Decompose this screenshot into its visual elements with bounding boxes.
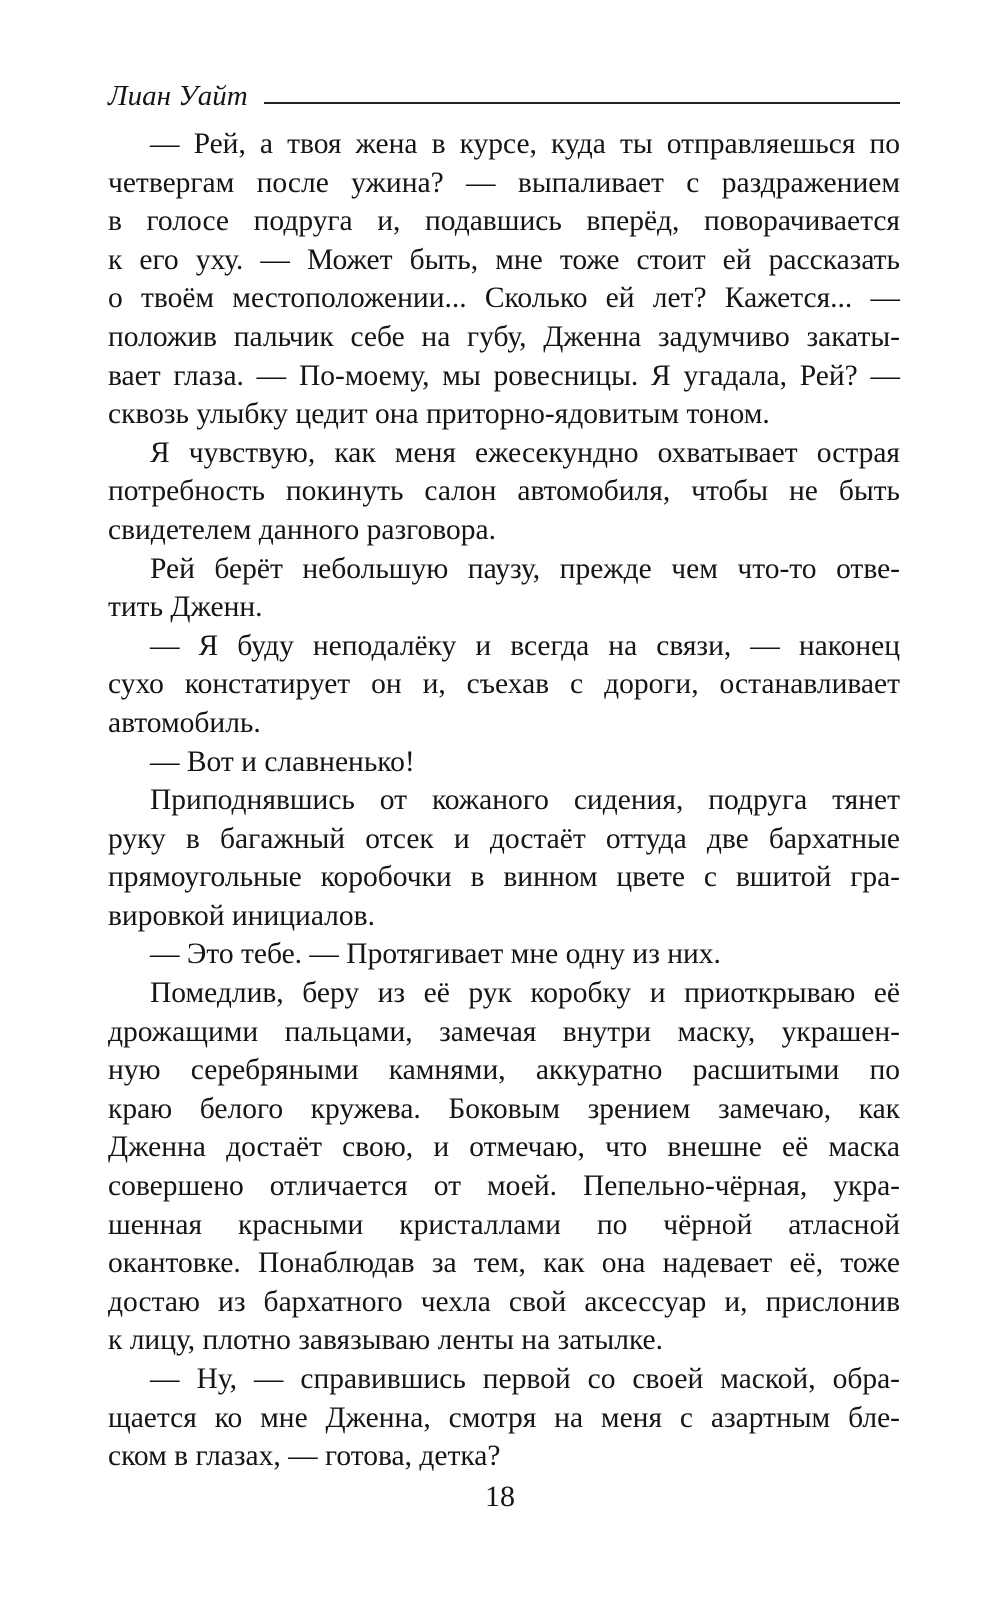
paragraph: [108, 627, 900, 743]
text-line: прямоугольные коробочки в винном цвете с вшитой гра-: [108, 861, 900, 894]
running-header: [108, 72, 900, 112]
paragraph: [108, 781, 900, 935]
paragraph: [108, 935, 900, 974]
text-line: Я чувствую, как меня ежесекундно охватывает острая: [150, 436, 900, 469]
text-line: вает глаза. — По-моему, мы ровесницы. Я угадала, Рей? —: [108, 359, 900, 392]
paragraph: [108, 550, 900, 627]
text-line: Дженна достаёт свою, и отмечаю, что внешне её маска: [108, 1131, 900, 1164]
text-line: ском в глазах, — готова, детка?: [108, 1440, 501, 1473]
body-text: [108, 125, 900, 1476]
text-line: Приподнявшись от кожаного сидения, подруга тянет: [150, 784, 900, 817]
text-line: руку в багажный отсек и достаёт оттуда две бархатные: [108, 822, 900, 855]
text-line: Рей берёт небольшую паузу, прежде чем что-то отве-: [150, 552, 900, 585]
header-rule: [264, 102, 900, 104]
text-line: — Рей, а твоя жена в курсе, куда ты отправляешься по: [150, 128, 900, 160]
text-line: к лицу, плотно завязываю ленты на затылке.: [108, 1324, 664, 1357]
text-line: свидетелем данного разговора.: [108, 513, 496, 546]
page-number: 18: [485, 1480, 515, 1513]
text-line: — Ну, — справившись первой со своей маской, обра-: [150, 1363, 900, 1395]
text-line: четвергам после ужина? — выпаливает с раздражением: [108, 166, 900, 199]
paragraph: [108, 1360, 900, 1476]
text-line: дрожащими пальцами, замечая внутри маску, украшен-: [108, 1015, 900, 1048]
paragraph: [108, 125, 900, 434]
text-line: Помедлив, беру из её рук коробку и приоткрываю её: [150, 977, 900, 1010]
text-line: о твоём местоположении... Сколько ей лет? Кажется... —: [108, 282, 900, 315]
text-line: вировкой инициалов.: [108, 899, 375, 932]
text-line: в голосе подруга и, подавшись вперёд, поворачивается: [108, 205, 900, 238]
author-name: Лиан Уайт: [108, 80, 248, 112]
paragraph: [108, 743, 900, 782]
paragraph: [108, 974, 900, 1360]
text-line: ную серебряными камнями, аккуратно расшитыми по: [108, 1054, 900, 1087]
text-line: — Вот и славненько!: [150, 745, 415, 778]
text-line: автомобиль.: [108, 706, 261, 739]
text-line: к его уху. — Может быть, мне тоже стоит ей рассказать: [108, 243, 900, 276]
text-line: шенная красными кристаллами по чёрной атласной: [108, 1208, 900, 1241]
text-line: сквозь улыбку цедит она приторно-ядовитым тоном.: [108, 398, 770, 431]
text-line: окантовке. Понаблюдав за тем, как она надевает её, тоже: [108, 1247, 900, 1280]
text-line: краю белого кружева. Боковым зрением замечаю, как: [108, 1092, 900, 1125]
paragraph: [108, 434, 900, 550]
text-line: — Это тебе. — Протягивает мне одну из них.: [150, 938, 721, 971]
text-line: сухо констатирует он и, съехав с дороги, останавливает: [108, 668, 900, 701]
text-line: щается ко мне Дженна, смотря на меня с азартным бле-: [108, 1401, 900, 1434]
text-line: достаю из бархатного чехла свой аксессуар и, прислонив: [108, 1285, 900, 1318]
text-line: положив пальчик себе на губу, Дженна задумчиво закаты-: [108, 320, 900, 353]
text-line: — Я буду неподалёку и всегда на связи, — наконец: [150, 629, 900, 662]
text-line: тить Дженн.: [108, 591, 263, 624]
text-line: потребность покинуть салон автомобиля, чтобы не быть: [108, 475, 900, 508]
text-line: совершено отличается от моей. Пепельно-чёрная, укра-: [108, 1170, 900, 1203]
